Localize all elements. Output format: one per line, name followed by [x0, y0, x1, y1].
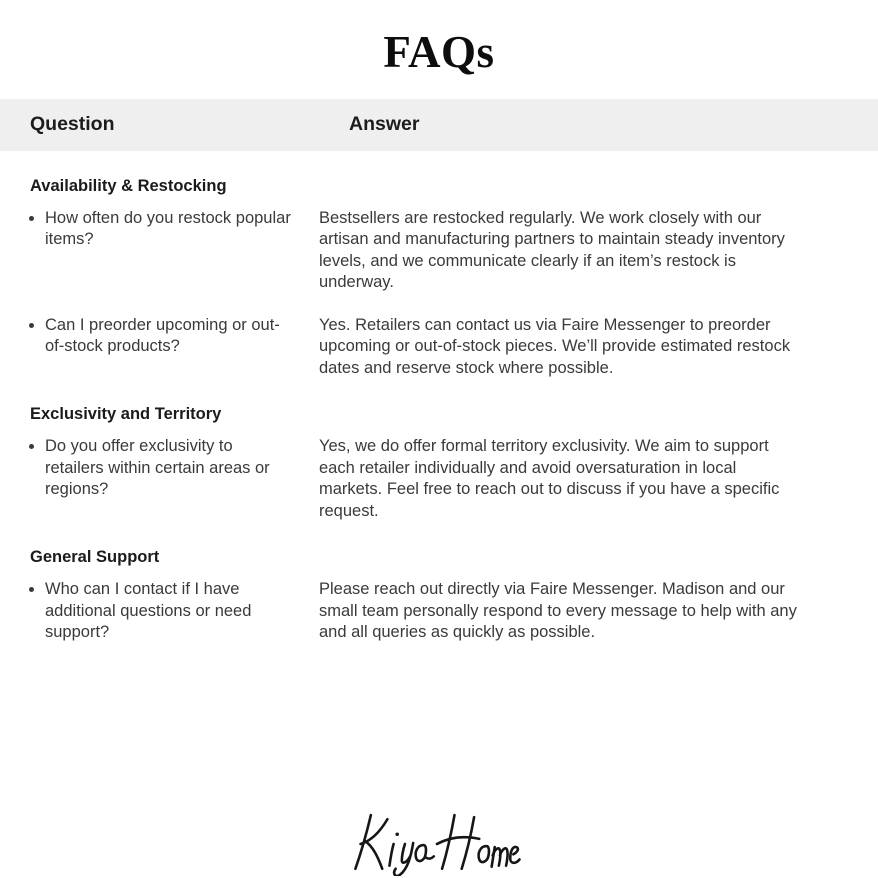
table-row	[30, 436, 828, 522]
answer-cell	[319, 208, 828, 294]
kiyo-home-script-logo-icon	[351, 812, 527, 876]
question-cell	[30, 208, 319, 294]
answer-text: Bestsellers are restocked regularly. We work closely with our artisan and manufacturing partners to maintain steady inventory levels, and we communicate clearly if an item’s restock is underway.	[319, 208, 785, 291]
answer-cell	[319, 436, 828, 522]
question-text: • How often do you restock popular items?	[45, 208, 319, 251]
question-cell	[30, 436, 319, 522]
table-row	[30, 315, 828, 380]
faq-table	[0, 177, 878, 644]
question-cell	[30, 579, 319, 644]
section-heading-availability: Availability & Restocking	[30, 176, 227, 195]
answer-cell	[319, 579, 828, 644]
section-heading-exclusivity: Exclusivity and Territory	[30, 405, 222, 423]
brand-logo	[0, 812, 878, 876]
table-row	[30, 579, 828, 644]
question-text: • Who can I contact if I have additional questions or need support?	[45, 579, 319, 644]
question-text: • Can I preorder upcoming or out-of-stock products?	[45, 315, 319, 358]
table-header-row	[0, 99, 878, 151]
page-title: FAQs	[383, 27, 495, 77]
column-header-question: Question	[30, 113, 115, 135]
question-text: • Do you offer exclusivity to retailers within certain areas or regions?	[45, 436, 319, 501]
table-row	[30, 208, 828, 294]
answer-cell	[319, 315, 828, 380]
answer-text: Please reach out directly via Faire Messenger. Madison and our small team personally respond to every message to help with any and all queries as quickly as possible.	[319, 580, 797, 641]
question-cell	[30, 315, 319, 380]
column-header-answer: Answer	[349, 113, 420, 135]
answer-text: Yes, we do offer formal territory exclusivity. We aim to support each retailer individually and avoid oversaturation in local markets. Feel free to reach out to discuss if you have a specific request.	[319, 437, 780, 520]
answer-text: Yes. Retailers can contact us via Faire Messenger to preorder upcoming or out-of-stock pieces. We’ll provide estimated restock dates and reserve stock where possible.	[319, 315, 791, 377]
section-heading-general-support: General Support	[30, 548, 160, 566]
